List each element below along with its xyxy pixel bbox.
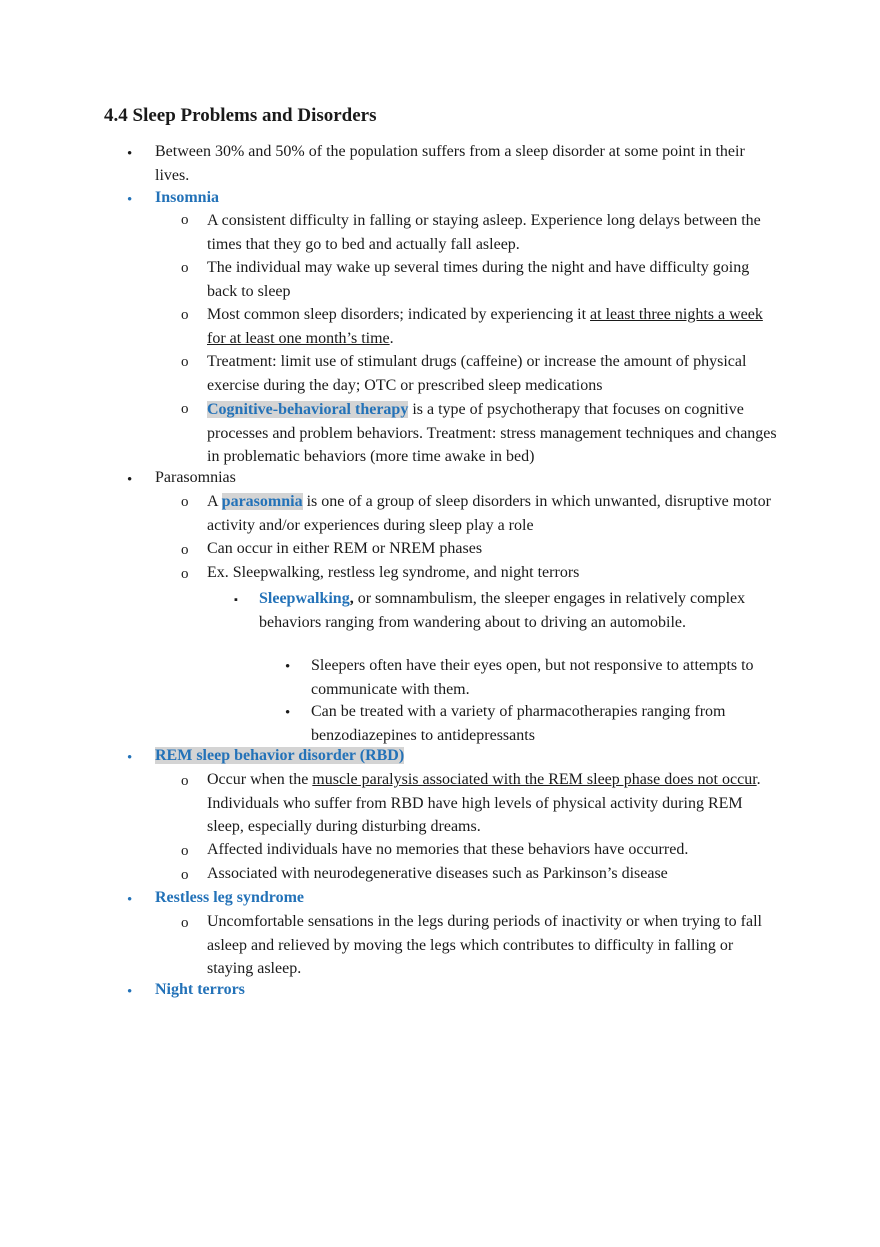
rbd-point	[207, 768, 777, 839]
sleepwalking-detail: Can be treated with a variety of pharmacotherapies ranging from benzodiazepines to antidepressants	[311, 703, 726, 744]
rls-heading: Restless leg syndrome	[155, 889, 305, 906]
insomnia-point: A consistent difficulty in falling or staying asleep. Experience long delays between the times that they go to bed and actually fall asleep.	[207, 212, 761, 253]
bullet-marker: o	[181, 542, 189, 558]
underlined-phrase: muscle paralysis associated with the REM sleep phase does not occur	[312, 771, 757, 788]
text-run: Most common sleep disorders; indicated by experiencing it	[207, 306, 591, 323]
text-run: .	[389, 329, 394, 347]
bullet-marker: ▪	[234, 594, 238, 606]
rbd-point: Associated with neurodegenerative diseases such as Parkinson’s disease	[207, 865, 668, 882]
highlighted-term: Cognitive-behavioral therapy	[207, 401, 409, 418]
insomnia-point	[207, 398, 777, 469]
text-run: ,	[349, 590, 354, 607]
bullet-marker: •	[127, 472, 133, 488]
text-run: is a type of psychotherapy that focuses on cognitive processes and problem behaviors. Treatment: stress management techniques and changes in problematic behaviors (more time awake in bed)	[207, 401, 777, 465]
bullet-marker: o	[181, 773, 189, 789]
insomnia-point: The individual may wake up several times during the night and have difficulty going back to sleep	[207, 259, 750, 300]
text-run: is one of a group of sleep disorders in which unwanted, disruptive motor activity and/or experiences during sleep play a role	[207, 493, 771, 534]
rls-point: Uncomfortable sensations in the legs during periods of inactivity or when trying to fall asleep and relieved by moving the legs which contributes to difficulty in falling or staying asleep.	[207, 913, 762, 977]
bullet-marker: •	[127, 146, 133, 162]
bullet-marker: o	[181, 260, 189, 276]
sleepwalking-detail: Sleepers often have their eyes open, but not responsive to attempts to communicate with them.	[311, 657, 754, 698]
section-heading: 4.4 Sleep Problems and Disorders	[104, 105, 377, 126]
highlighted-term: REM sleep behavior disorder (RBD)	[155, 747, 405, 764]
bullet-marker: o	[181, 915, 189, 931]
text-run: A	[207, 493, 222, 510]
text-run: Occur when the	[207, 771, 313, 788]
night-terrors-heading: Night terrors	[155, 981, 245, 998]
insomnia-point	[207, 303, 777, 350]
bullet-marker: •	[127, 984, 133, 1000]
highlighted-term: parasomnia	[221, 493, 303, 510]
list-item-intro: Between 30% and 50% of the population suffers from a sleep disorder at some point in their lives.	[155, 143, 745, 184]
sleepwalking-point	[259, 587, 771, 634]
bullet-marker: o	[181, 401, 189, 417]
bullet-marker: o	[181, 212, 189, 228]
rbd-point: Affected individuals have no memories that these behaviors have occurred.	[207, 841, 689, 858]
rbd-heading	[155, 744, 775, 768]
parasomnia-point: Can occur in either REM or NREM phases	[207, 540, 483, 557]
bullet-marker: o	[181, 307, 189, 323]
bullet-marker: o	[181, 354, 189, 370]
bullet-marker: o	[181, 566, 189, 582]
insomnia-heading: Insomnia	[155, 189, 220, 206]
sleepwalking-term: Sleepwalking	[259, 590, 350, 607]
parasomnia-point	[207, 490, 777, 537]
bullet-marker: o	[181, 494, 189, 510]
bullet-marker: •	[127, 750, 133, 766]
insomnia-point: Treatment: limit use of stimulant drugs (caffeine) or increase the amount of physical exercise during the day; OTC or prescribed sleep medications	[207, 353, 747, 394]
bullet-marker: •	[127, 192, 133, 208]
bullet-marker: •	[127, 892, 133, 908]
text-run: or somnambulism, the sleeper engages in relatively complex behaviors ranging from wandering about to driving an automobile.	[259, 590, 746, 631]
underlined-phrase: at least three nights a week for at least one month’s time	[207, 306, 763, 347]
bullet-marker: o	[181, 843, 189, 859]
bullet-marker: •	[285, 705, 291, 721]
text-run: . Individuals who suffer from RBD have high levels of physical activity during REM sleep, especially during disturbing dreams.	[207, 771, 761, 835]
parasomnia-point: Ex. Sleepwalking, restless leg syndrome, and night terrors	[207, 564, 580, 581]
bullet-marker: o	[181, 867, 189, 883]
bullet-marker: •	[285, 659, 291, 675]
parasomnias-heading: Parasomnias	[155, 469, 236, 486]
